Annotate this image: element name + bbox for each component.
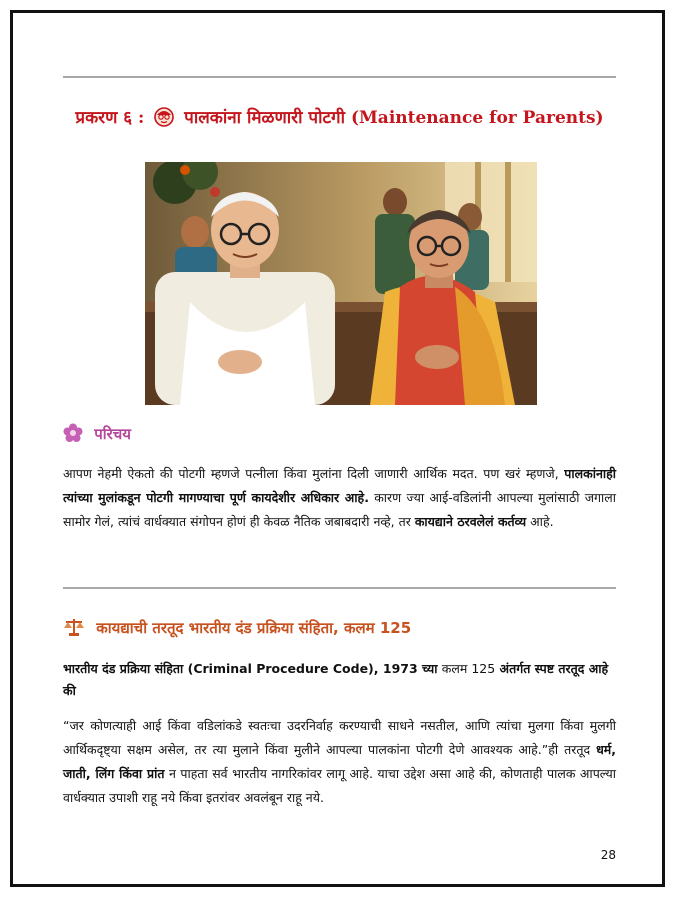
flower-icon xyxy=(63,423,83,447)
middle-divider xyxy=(63,587,616,589)
intro-text-1: आपण नेहमी ऐकतो की पोटगी म्हणजे पत्नीला किंवा मुलांना दिली जाणारी आर्थिक मदत. पण खरं म्हणजे, xyxy=(63,466,565,481)
law-ref-part-1: भारतीय दंड प्रक्रिया संहिता (Criminal Procedure Code), 1973 च्या xyxy=(63,661,442,676)
intro-paragraph xyxy=(63,462,616,534)
intro-text-3: आहे. xyxy=(526,514,554,529)
law-reference xyxy=(63,658,616,702)
top-divider xyxy=(63,76,616,78)
intro-text-bold-2: कायद्याने ठरवलेलं कर्तव्य xyxy=(414,514,527,529)
law-heading-text: कायद्याची तरतूद भारतीय दंड प्रक्रिया संहिता, कलम 125 xyxy=(96,619,412,637)
law-quote-paragraph xyxy=(63,714,616,810)
intro-text-2: कारण ज्या आई-वडिलांनी आपल्या मुलांसाठी जगाला सामोर गेलं, त्यांचं वार्धक्यात संगोपन होणं ही केवळ नैतिक जबाबदारी नव्हे, तर xyxy=(63,490,616,529)
intro-heading xyxy=(63,423,131,447)
intro-heading-text: परिचय xyxy=(94,425,131,443)
law-ref-part-2: अंतर्गत स्पष्ट तरतूद आहे की xyxy=(63,661,609,698)
scales-of-justice-icon xyxy=(63,617,85,641)
page-number: 28 xyxy=(600,848,616,862)
chapter-title-text: पालकांना मिळणारी पोटगी (Maintenance for Parents) xyxy=(184,108,604,128)
chapter-prefix: प्रकरण ६ : xyxy=(75,108,145,128)
law-quote-1: “जर कोणत्याही आई किंवा वडिलांकडे स्वतःचा उदरनिर्वाह करण्याची साधने नसतील, आणि त्यांचा मुलगा किंवा मुलगी आर्थिकदृष्ट्या सक्षम असेल, तर त्या मुलाने किंवा मुलीने आपल्या पालकांना पोटगी देणे आवश्यक आहे.”ही तरतूद xyxy=(63,718,616,757)
law-quote-2: न पाहता सर्व भारतीय नागरिकांवर लागू आहे. याचा उद्देश असा आहे की, कोणताही पालक आपल्या वार्धक्यात उपाशी राहू नये किंवा इतरांवर अवलंबून राहू नये. xyxy=(63,766,616,805)
intro-text-bold: पालकांनाही त्यांच्या मुलांकडून पोटगी मागण्याचा पूर्ण कायदेशीर अधिकार आहे. xyxy=(63,466,616,505)
chapter-title xyxy=(0,105,679,128)
elderly-face-icon xyxy=(154,107,174,127)
elderly-couple-illustration xyxy=(145,162,537,405)
law-ref-section: कलम 125 xyxy=(441,661,496,676)
law-quote-bold: धर्म, जाती, लिंग किंवा प्रांत xyxy=(63,742,616,781)
law-heading xyxy=(63,617,411,641)
